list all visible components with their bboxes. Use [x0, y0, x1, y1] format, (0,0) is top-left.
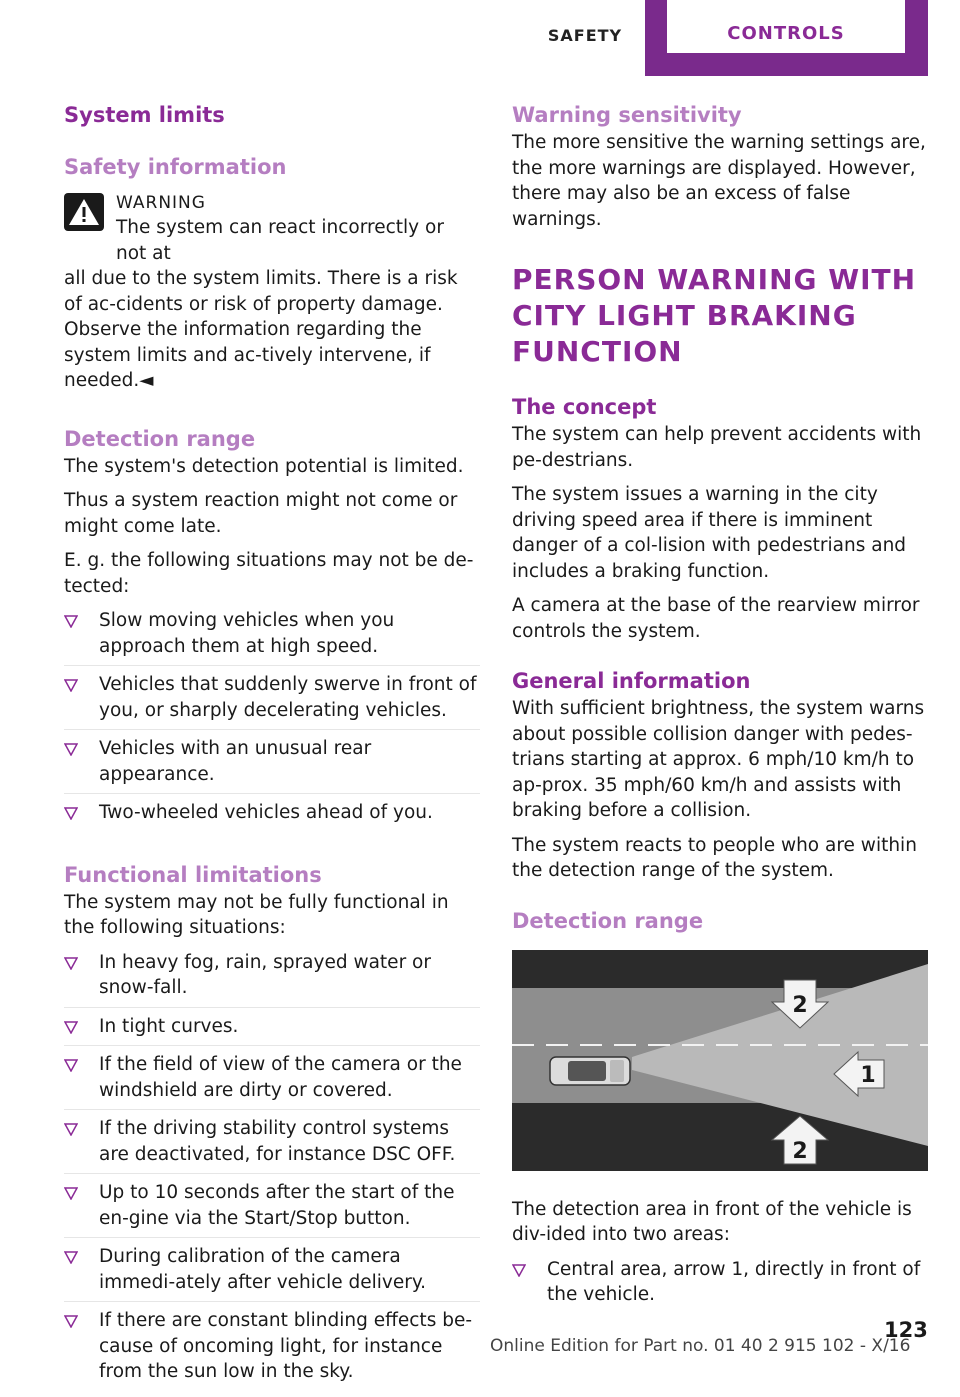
list-item: In tight curves. [64, 1014, 480, 1047]
warning-block [64, 191, 480, 394]
heading-general-information: General information [512, 669, 751, 693]
dr-list [64, 608, 480, 832]
triangle-bullet-icon [64, 1059, 78, 1072]
warning-label: WARNING [116, 193, 206, 213]
list-item: If the driving stability control systems are deactivated, for instance DSC OFF. [64, 1116, 480, 1174]
ws-paragraph-1: The more sensitive the warning settings are, the more warnings are displayed. However, there may also be an excess of false warnings. [512, 132, 926, 230]
concept-paragraph-1: The system can help prevent accidents with pe-destrians. [512, 424, 922, 471]
heading-detection-range: Detection range [64, 426, 256, 451]
list-item: Central area, arrow 1, directly in front of the vehicle. [512, 1257, 928, 1314]
triangle-bullet-icon [64, 615, 78, 628]
page-number: 123 [884, 1318, 928, 1342]
heading-safety-information: Safety information [64, 155, 287, 179]
triangle-bullet-icon [64, 679, 78, 692]
triangle-bullet-icon [64, 1251, 78, 1264]
list-item: Slow moving vehicles when you approach them at high speed. [64, 608, 480, 666]
dr-paragraph-1: The system's detection potential is limited. [64, 455, 464, 477]
arrow-center-label: 1 [860, 1062, 876, 1088]
car-icon [550, 1057, 630, 1085]
header-tabs [0, 0, 960, 76]
arrow-top-label: 2 [792, 992, 808, 1018]
triangle-bullet-icon [64, 1123, 78, 1136]
general-paragraph-1: With sufficient brightness, the system warns about possible collision danger with pedes-trians starting at approx. 6 mph/10 km/h to ap-prox. 35 mph/60 km/h and assists with braking before a collision. [512, 698, 925, 821]
fl-paragraph-1: The system may not be fully functional in the following situations: [64, 891, 449, 938]
figure-caption: The detection area in front of the vehicle is div-ided into two areas: [512, 1198, 912, 1245]
triangle-bullet-icon [64, 1021, 78, 1034]
triangle-bullet-icon [64, 743, 78, 756]
concept-paragraph-2: The system issues a warning in the city driving speed area if there is imminent danger of a col-lision with pedestrians and includes a braking function. [512, 484, 907, 582]
heading-system-limits: System limits [64, 103, 225, 127]
triangle-bullet-icon [64, 957, 78, 970]
warning-text: all due to the system limits. There is a risk of ac-cidents or risk of property damage. Observe the information regarding the system limits and ac-tively intervene, if needed.◄ [64, 268, 458, 391]
left-column [64, 100, 480, 1397]
detection-range-figure [512, 950, 928, 1171]
list-item: In heavy fog, rain, sprayed water or snow-fall. [64, 950, 480, 1008]
tab-safety[interactable]: SAFETY [547, 26, 623, 45]
heading-detection-range-right: Detection range [512, 908, 704, 933]
list-item: During calibration of the camera immedi-ately after vehicle delivery. [64, 1244, 480, 1302]
list-item: Vehicles that suddenly swerve in front of you, or sharply decelerating vehicles. [64, 672, 480, 730]
arrow-bottom-label: 2 [792, 1138, 808, 1164]
dr-paragraph-2: Thus a system reaction might not come or might come late. [64, 490, 458, 537]
tab-controls[interactable]: CONTROLS [667, 0, 905, 53]
list-item: If there are constant blinding effects be-cause of oncoming light, for instance from the sun low in the sky. [64, 1308, 480, 1391]
area-list [512, 1257, 928, 1314]
triangle-bullet-icon [64, 807, 78, 820]
edition-text: Online Edition for Part no. 01 40 2 915 102 - X/16 [490, 1336, 911, 1356]
dr-paragraph-3: E. g. the following situations may not be de-tected: [64, 550, 474, 597]
list-item: If the field of view of the camera or the windshield are dirty or covered. [64, 1052, 480, 1110]
triangle-bullet-icon [512, 1264, 526, 1277]
tab-controls-bar [645, 0, 928, 76]
list-item: Vehicles with an unusual rear appearance. [64, 736, 480, 794]
heading-functional-limitations: Functional limitations [64, 862, 322, 887]
warning-triangle-icon [64, 193, 104, 231]
general-paragraph-2: The system reacts to people who are within the detection range of the system. [512, 834, 917, 881]
warning-text-line1: The system can react incorrectly or not at [116, 217, 444, 264]
list-item: Up to 10 seconds after the start of the en-gine via the Start/Stop button. [64, 1180, 480, 1238]
triangle-bullet-icon [64, 1187, 78, 1200]
concept-paragraph-3: A camera at the base of the rearview mirror controls the system. [512, 595, 920, 642]
main-section-title: PERSON WARNING WITH CITY LIGHT BRAKING FUNCTION [512, 263, 917, 368]
heading-the-concept: The concept [512, 395, 657, 419]
list-item: Two-wheeled vehicles ahead of you. [64, 800, 480, 832]
right-column [512, 100, 928, 1320]
heading-warning-sensitivity: Warning sensitivity [512, 103, 742, 127]
